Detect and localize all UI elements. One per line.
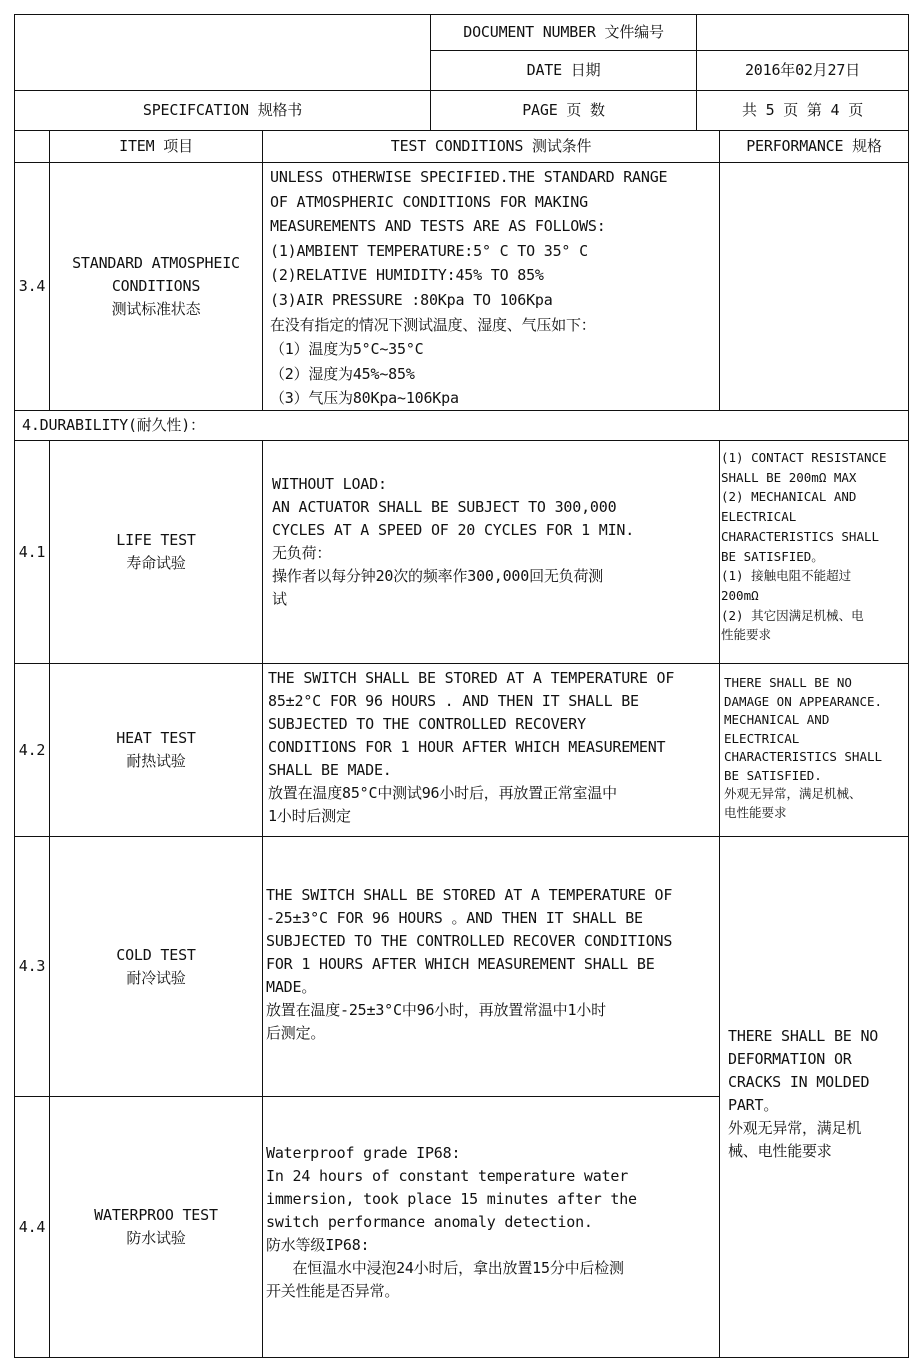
item-name-en: COLD TEST [116,945,196,964]
item-name-cn: 测试标准状态 [111,300,201,318]
condition-line: (1)AMBIENT TEMPERATURE:5° C TO 35° C [270,241,588,260]
spec-label-cell [15,91,430,130]
performance-line: BE SATISFIED. [724,767,822,783]
condition-line: (3)AIR PRESSURE :80Kpa TO 106Kpa [270,290,553,309]
condition-line: 放置在温度85°C中测试96小时后，再放置正常室温中 [268,784,617,802]
row-43-conditions [266,884,719,1084]
row-34-conditions [270,165,719,410]
item-name-cn: 寿命试验 [126,554,186,572]
condition-line: （3）气压为80Kpa~106Kpa [270,389,459,408]
condition-line: 试 [272,590,287,608]
condition-line: MEASUREMENTS AND TESTS ARE AS FOLLOWS: [270,217,606,236]
performance-line: DAMAGE ON APPEARANCE. [724,693,883,709]
section-4-heading [22,411,902,440]
col-header-performance-label: PERFORMANCE 规格 [746,137,882,155]
performance-line: 性能要求 [721,627,772,643]
performance-line: 200mΩ [721,587,759,603]
condition-line: 无负荷： [272,544,332,562]
performance-line: CHARACTERISTICS SHALL [724,749,883,764]
row-34-number [15,163,49,410]
col-header-conditions [263,131,719,162]
row-43-number [15,837,49,1096]
page-value-cell [697,91,908,130]
performance-line: THERE SHALL BE NO [728,1027,879,1045]
performance-line: SHALL BE 200mΩ MAX [721,469,857,485]
performance-line: (1) 接触电阻不能超过 [721,568,852,584]
performance-line: 械、电性能要求 [728,1142,832,1160]
row-43-item [50,837,262,1096]
line-col-cond-b [719,440,720,1358]
date-label-cell [431,51,696,90]
row-number: 4.2 [18,740,46,759]
condition-line: WITHOUT LOAD: [272,475,387,493]
condition-line: 在恒温水中浸泡24小时后，拿出放置15分中后检测 [266,1259,624,1277]
col-header-item [50,131,262,162]
condition-line: UNLESS OTHERWISE SPECIFIED.THE STANDARD RANGE [270,168,668,186]
col-header-performance [720,131,908,162]
condition-line: （1）温度为5°C~35°C [270,340,424,359]
row-number: 3.4 [18,277,46,295]
condition-line: 1小时后测定 [268,807,351,825]
row-number: 4.3 [18,957,46,975]
performance-line: THERE SHALL BE NO [724,675,852,690]
performance-line: (2) MECHANICAL AND [721,489,857,505]
row-41-conditions [272,473,719,653]
performance-line: PART。 [728,1096,779,1114]
line-col-item-a [262,130,263,410]
condition-line: OF ATMOSPHERIC CONDITIONS FOR MAKING [270,192,588,211]
performance-line: 外观无异常，满足机 [728,1119,862,1137]
condition-line: MADE。 [266,978,317,996]
condition-line: -25±3°C FOR 96 HOURS 。AND THEN IT SHALL BE [266,909,643,927]
performance-line: CHARACTERISTICS SHALL [721,528,880,544]
col-header-conditions-label: TEST CONDITIONS 测试条件 [390,137,592,155]
condition-line: （2）湿度为45%~85% [270,364,415,383]
condition-line: SHALL BE MADE. [268,761,392,779]
performance-line: CRACKS IN MOLDED [728,1073,870,1091]
condition-line: Waterproof grade IP68: [266,1144,461,1162]
performance-line: 电性能要求 [724,804,787,820]
border-right [908,14,909,1358]
page-value: 共 5 页 第 4 页 [741,101,864,119]
line-col-cond-a [719,130,720,410]
performance-line: (2) 其它因满足机械、电 [721,607,864,623]
condition-line: THE SWITCH SHALL BE STORED AT A TEMPERATURE OF [266,886,673,904]
performance-line: BE SATISFIED。 [721,548,824,564]
spec-title: SPECIFCATION 规格书 [142,101,303,119]
condition-line: (2)RELATIVE HUMIDITY:45% TO 85% [270,266,544,285]
condition-line: 在没有指定的情况下测试温度、湿度、气压如下： [270,315,596,334]
performance-line: DEFORMATION OR [728,1050,852,1068]
condition-line: 后测定。 [266,1024,326,1042]
row-44-item [50,1097,262,1357]
condition-line: 放置在温度-25±3°C中96小时，再放置常温中1小时 [266,1001,606,1019]
performance-line: ELECTRICAL [724,730,800,746]
doc-number-label: DOCUMENT NUMBER 文件编号 [463,23,664,41]
row-number: 4.4 [18,1217,46,1236]
item-name-en: STANDARD ATMOSPHEIC [72,254,240,272]
performance-line: 外观无异常，满足机械、 [724,786,862,801]
condition-line: CONDITIONS FOR 1 HOUR AFTER WHICH MEASUREMENT [268,738,666,756]
condition-line: switch performance anomaly detection. [266,1213,593,1231]
condition-line: SUBJECTED TO THE CONTROLLED RECOVER CONDITIONS [266,932,673,950]
section-heading: 4.DURABILITY(耐久性)： [22,416,205,434]
item-name-cn: 耐冷试验 [126,968,186,987]
item-name-en: HEAT TEST [116,729,196,747]
date-value: 2016年02月27日 [744,61,861,79]
row-42-item [50,664,262,836]
col-header-item-label: ITEM 项目 [119,137,193,155]
condition-line: 防水等级IP68: [266,1236,370,1254]
item-name-en: CONDITIONS [111,277,201,295]
row-41-item [50,441,262,663]
item-name-en: WATERPROO TEST [94,1206,218,1224]
item-name-cn: 耐热试验 [126,752,186,770]
item-name-cn: 防水试验 [126,1229,186,1247]
row-41-performance [721,448,908,660]
performance-line: (1) CONTACT RESISTANCE [721,450,887,465]
row-42-number [15,664,49,836]
condition-line: FOR 1 HOURS AFTER WHICH MEASUREMENT SHALL BE [266,955,655,973]
date-label: DATE 日期 [526,61,601,79]
condition-line: 85±2°C FOR 96 HOURS . AND THEN IT SHALL BE [268,692,639,710]
condition-line: CYCLES AT A SPEED OF 20 CYCLES FOR 1 MIN. [272,521,635,539]
condition-line: 操作者以每分钟20次的频率作300,000回无负荷测 [272,567,604,585]
row-42-conditions [268,667,719,835]
page-label: PAGE 页 数 [522,101,605,119]
page-label-cell [431,91,696,130]
performance-line: MECHANICAL AND [724,712,830,727]
row-44-conditions [266,1142,719,1322]
date-value-cell [697,51,908,90]
condition-line: immersion, took place 15 minutes after the [266,1190,637,1208]
performance-line: ELECTRICAL [721,509,797,525]
condition-line: SUBJECTED TO THE CONTROLLED RECOVERY [268,715,586,733]
line-col-item-b [262,440,263,1358]
doc-number-label-cell [431,15,696,50]
condition-line: In 24 hours of constant temperature water [266,1167,629,1185]
condition-line: 开关性能是否异常。 [266,1282,400,1300]
row-41-number [15,441,49,663]
doc-number-value-cell [697,15,908,50]
row-number: 4.1 [18,542,46,561]
border-bottom [14,1357,909,1358]
row-34-item [50,163,262,410]
row-43-44-performance [728,1025,908,1175]
row-44-number [15,1097,49,1357]
condition-line: AN ACTUATOR SHALL BE SUBJECT TO 300,000 [272,498,617,516]
item-name-en: LIFE TEST [116,531,196,549]
condition-line: THE SWITCH SHALL BE STORED AT A TEMPERATURE OF [268,669,675,687]
row-42-performance [724,674,908,834]
